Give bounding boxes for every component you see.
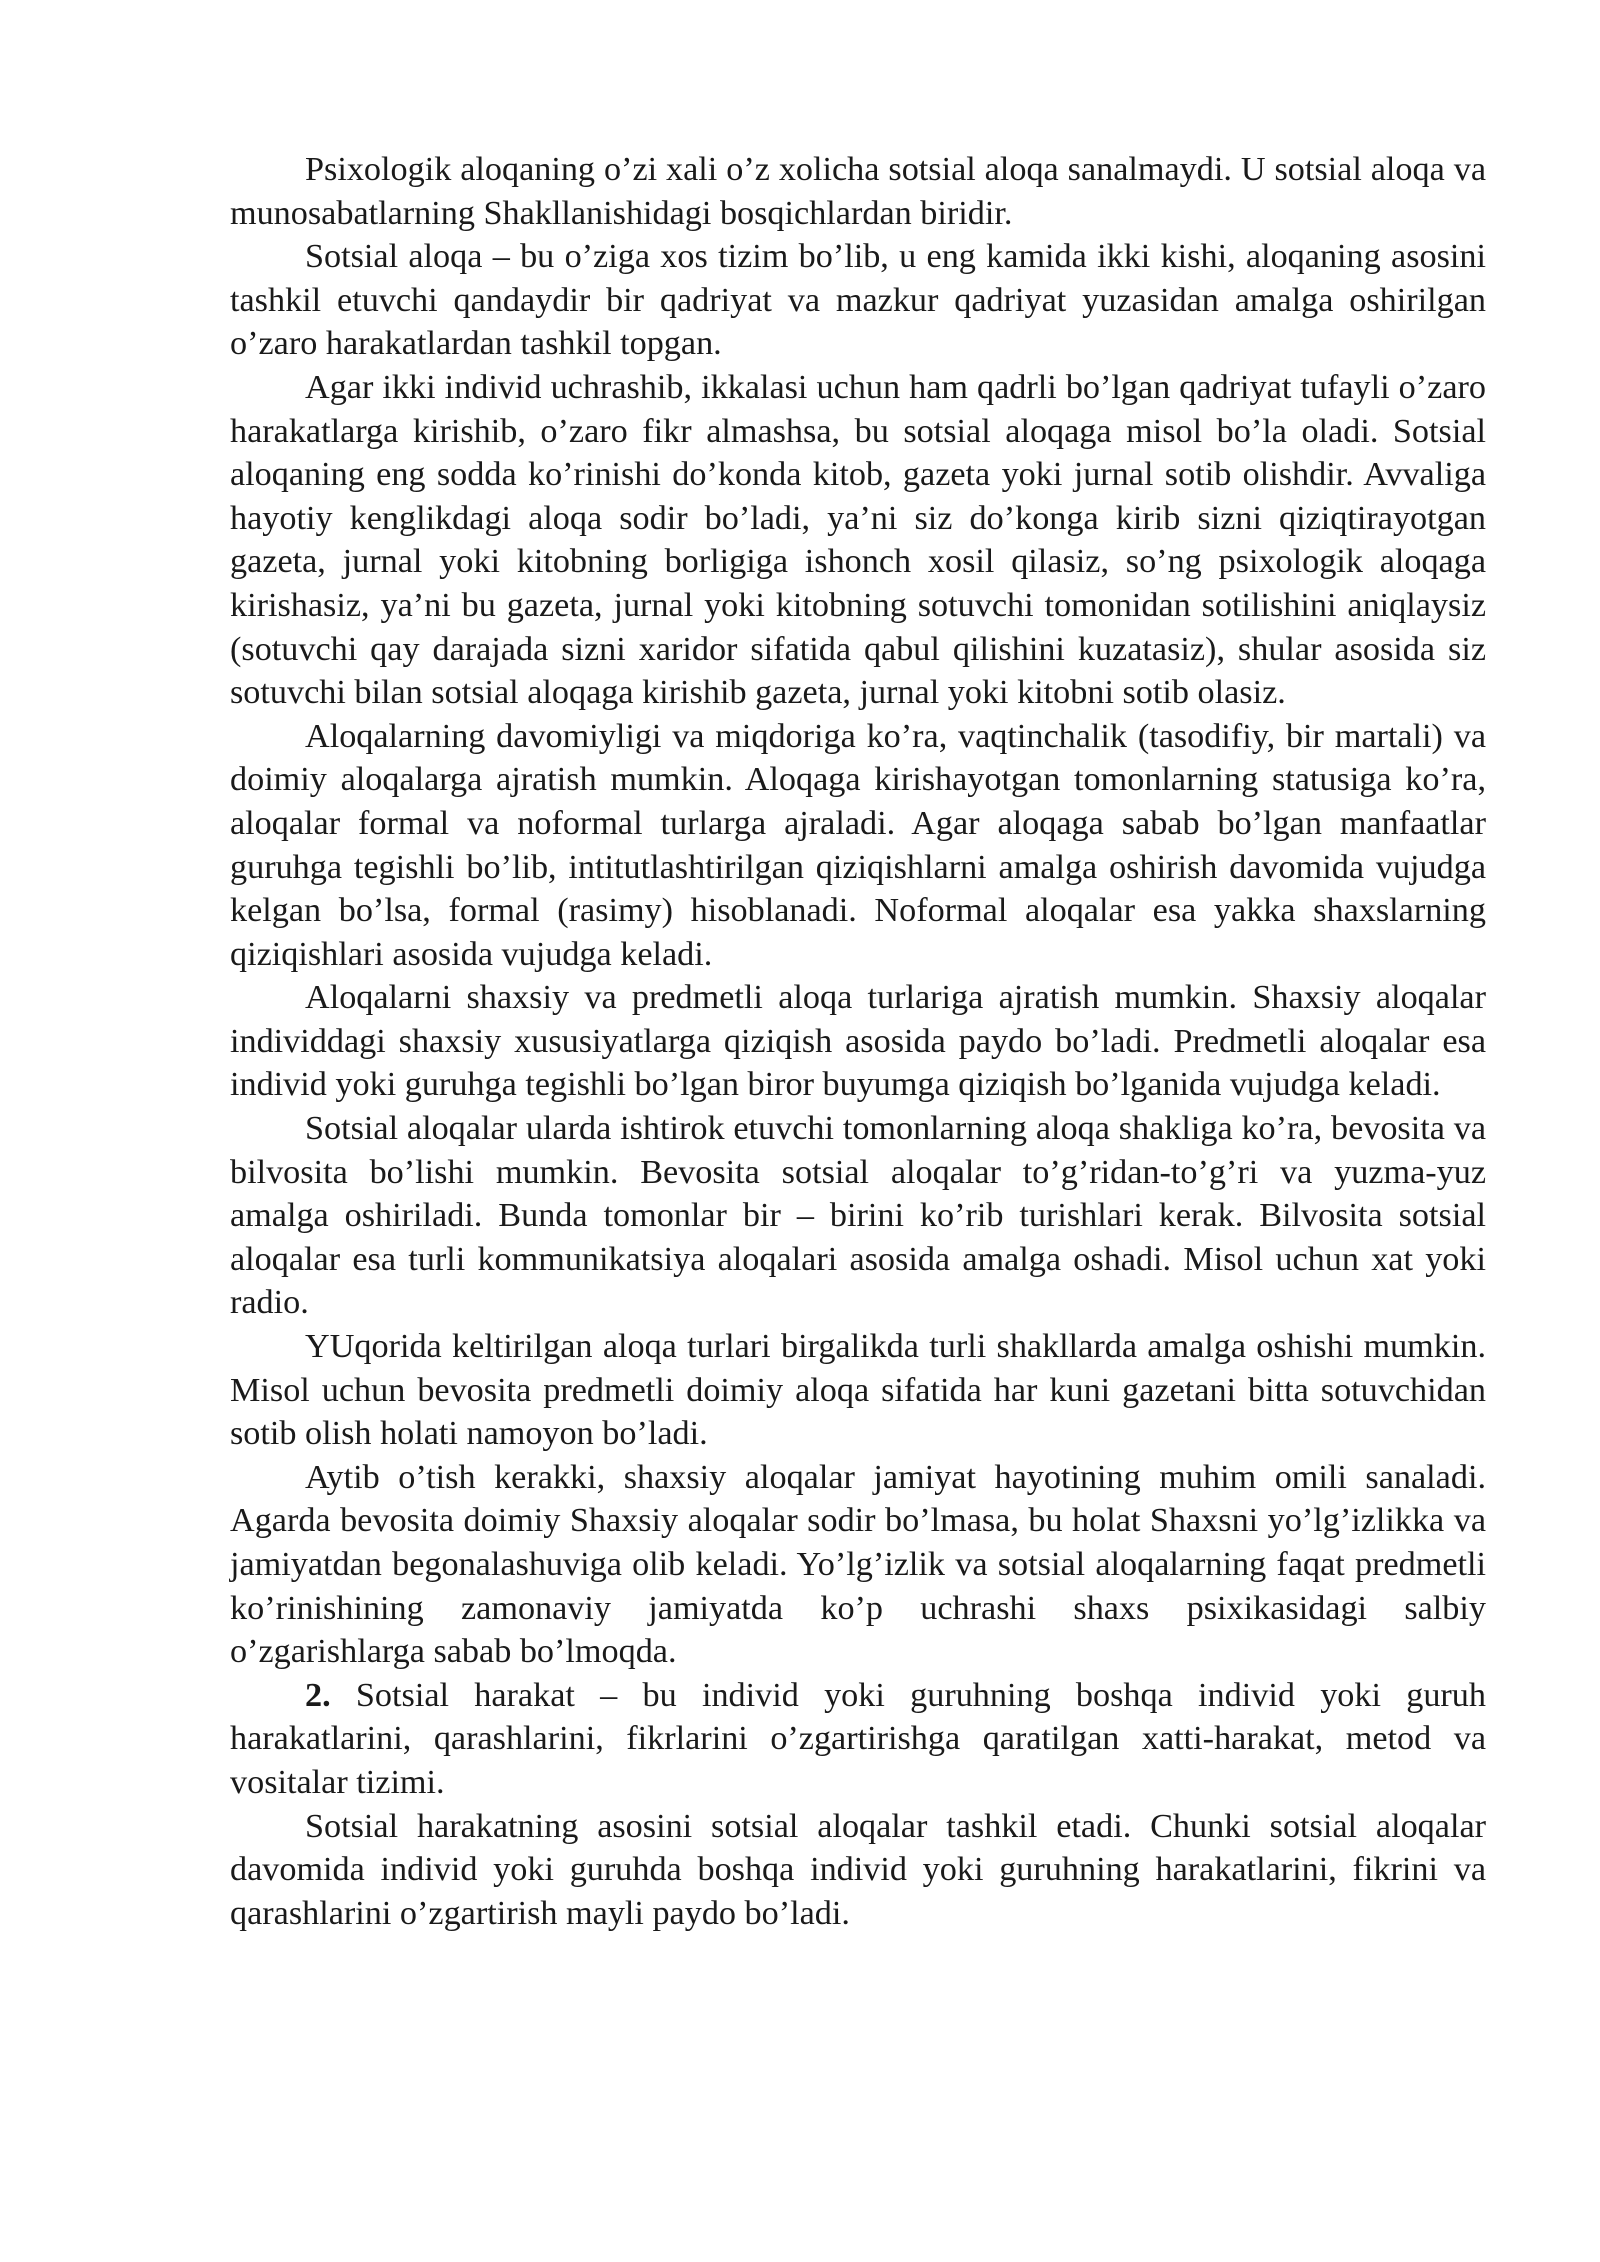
paragraph: Aloqalarni shaxsiy va predmetli aloqa turlariga ajratish mumkin. Shaxsiy aloqalar individdagi shaxsiy xususiyatlarga qiziqish asosida paydo bo’ladi. Predmetli aloqalar esa individ yoki guruhga tegishli bo’lgan biror buyumga qiziqish bo’lganida vujudga keladi. [230,979,1486,1104]
paragraph: Aytib o’tish kerakki, shaxsiy aloqalar jamiyat hayotining muhim omili sanaladi. Agarda bevosita doimiy Shaxsiy aloqalar sodir bo’lmasa, bu holat Shaxsni yo’lg’izlikka va jamiyatdan begonalashuviga olib keladi. Yo’lg’izlik va sotsial aloqalarning faqat predmetli ko’rinishining zamonaviy jamiyatda ko’p uchrashi shaxs psixikasidagi salbiy o’zgarishlarga sabab bo’lmoqda. [230,1458,1486,1671]
paragraph: YUqorida keltirilgan aloqa turlari birgalikda turli shakllarda amalga oshishi mumkin. Misol uchun bevosita predmetli doimiy aloqa sifatida har kuni gazetani bitta sotuvchidan sotib olish holati namoyon bo’ladi. [230,1328,1486,1453]
document-page [230,148,1486,1935]
final-paragraph: Sotsial harakatning asosini sotsial aloqalar tashkil etadi. Chunki sotsial aloqalar davomida individ yoki guruhda boshqa individ yoki guruhning harakatlarini, fikrini va qarashlarini o’zgartirish mayli paydo bo’ladi. [230,1807,1486,1932]
paragraph: Psixologik aloqaning o’zi xali o’z xolicha sotsial aloqa sanalmaydi. U sotsial aloqa va munosabatlarning Shakllanishidagi bosqichlardan biridir. [230,151,1486,232]
paragraph: Aloqalarning davomiyligi va miqdoriga ko’ra, vaqtinchalik (tasodifiy, bir martali) va doimiy aloqalarga ajratish mumkin. Aloqaga kirishayotgan tomonlarning statusiga ko’ra, aloqalar formal va noformal turlarga ajraladi. Agar aloqaga sabab bo’lgan manfaatlar guruhga tegishli bo’lib, intitutlashtirilgan qiziqishlarni amalga oshirish davomida vujudga kelgan bo’lsa, formal (rasimy) hisoblanadi. Noformal aloqalar esa yakka shaxslarning qiziqishlari asosida vujudga keladi. [230,717,1486,973]
numbered-paragraph [230,1674,1486,1805]
paragraph: Sotsial aloqa – bu o’ziga xos tizim bo’lib, u eng kamida ikki kishi, aloqaning asosini tashkil etuvchi qandaydir bir qadriyat va mazkur qadriyat yuzasidan amalga oshirilgan o’zaro harakatlardan tashkil topgan. [230,238,1486,363]
paragraph: Agar ikki individ uchrashib, ikkalasi uchun ham qadrli bo’lgan qadriyat tufayli o’zaro harakatlarga kirishib, o’zaro fikr almashsa, bu sotsial aloqaga misol bo’la oladi. Sotsial aloqaning eng sodda ko’rinishi do’konda kitob, gazeta yoki jurnal sotib olishdir. Avvaliga hayotiy kenglikdagi aloqa sodir bo’ladi, ya’ni siz do’konga kirib sizni qiziqtirayotgan gazeta, jurnal yoki kitobning borligiga ishonch xosil qilasiz, so’ng psixologik aloqaga kirishasiz, ya’ni bu gazeta, jurnal yoki kitobning sotuvchi tomonidan sotilishini aniqlaysiz (sotuvchi qay darajada sizni xaridor sifatida qabul qilishini kuzatasiz), shular asosida siz sotuvchi bilan sotsial aloqaga kirishib gazeta, jurnal yoki kitobni sotib olasiz. [230,368,1486,712]
section-number: 2. [305,1676,331,1714]
paragraph: Sotsial aloqalar ularda ishtirok etuvchi tomonlarning aloqa shakliga ko’ra, bevosita va bilvosita bo’lishi mumkin. Bevosita sotsial aloqalar to’g’ridan-to’g’ri va yuzma-yuz amalga oshiriladi. Bunda tomonlar bir – birini ko’rib turishlari kerak. Bilvosita sotsial aloqalar esa turli kommunikatsiya aloqalari asosida amalga oshadi. Misol uchun xat yoki radio. [230,1110,1486,1322]
numbered-paragraph-text: Sotsial harakat – bu individ yoki guruhning boshqa individ yoki guruh harakatlarini, qarashlarini, fikrlarini o’zgartirishga qaratilgan xatti-harakat, metod va vositalar tizimi. [230,1676,1486,1801]
